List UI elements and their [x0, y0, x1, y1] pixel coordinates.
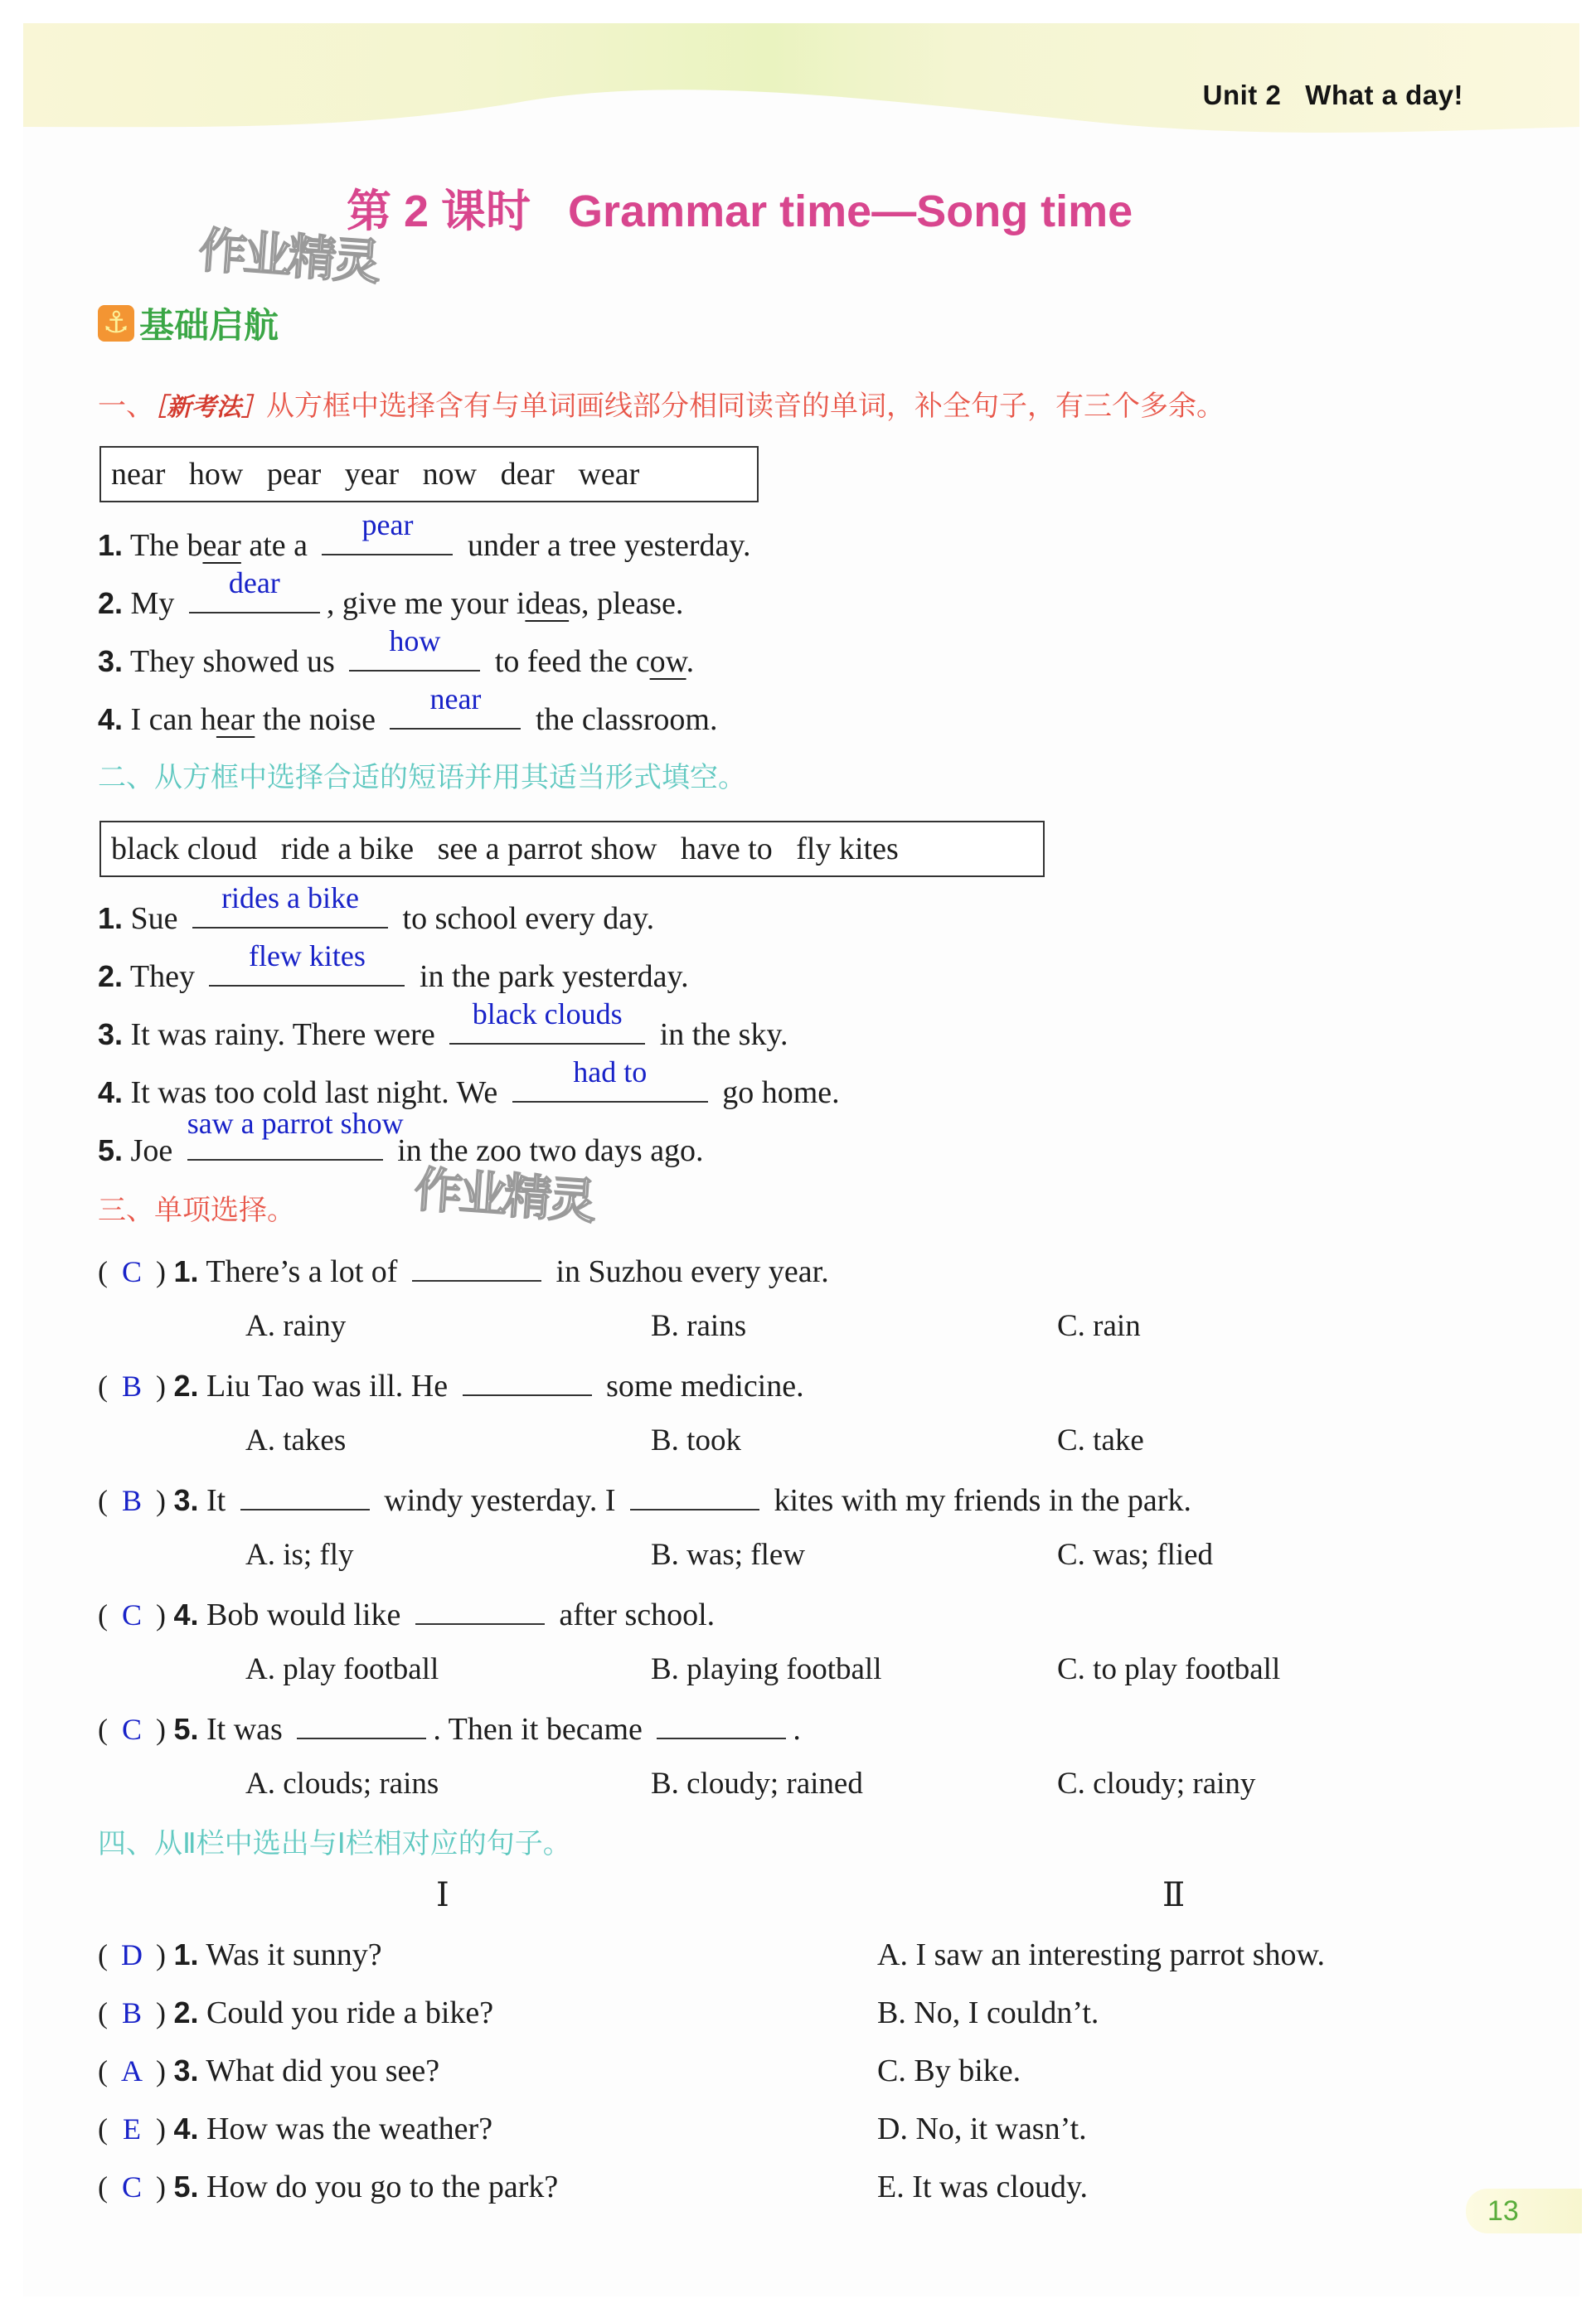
- match-left-5: ( C ) 5. How do you go to the park?: [98, 2170, 559, 2204]
- question-text: . Then it became: [433, 1712, 643, 1747]
- option-c[interactable]: C. was; flied: [1057, 1538, 1214, 1572]
- option-a[interactable]: A. clouds; rains: [245, 1767, 439, 1801]
- match-right-b: B. No, I couldn’t.: [877, 1995, 1099, 2030]
- match-left-4: ( E ) 4. How was the weather?: [98, 2112, 493, 2146]
- option-b[interactable]: B. was; flew: [651, 1538, 805, 1572]
- question-text: There’s a lot of: [206, 1254, 398, 1289]
- question-number: 3.: [98, 644, 124, 678]
- phrase-option: black cloud: [111, 832, 258, 866]
- option-c[interactable]: C. to play football: [1057, 1652, 1281, 1686]
- question-text: go home.: [722, 1075, 840, 1110]
- filled-answer: near: [429, 682, 482, 715]
- choice-answer[interactable]: C: [121, 1713, 142, 1746]
- match-answer[interactable]: A: [121, 2054, 143, 2088]
- section-title: 基础启航: [139, 305, 279, 346]
- answer-blank[interactable]: [297, 1708, 426, 1739]
- question-number: 2.: [173, 1369, 199, 1403]
- question-text: The: [129, 528, 187, 563]
- question-text: ate a: [240, 528, 308, 563]
- question-text: How do you go to the park?: [206, 2170, 559, 2204]
- question-text: It was rainy. There were: [130, 1017, 435, 1052]
- question-number: 1.: [98, 901, 124, 935]
- filled-answer: rides a bike: [221, 881, 359, 914]
- part3-instruction: 三、单项选择。: [98, 1194, 295, 1227]
- match-right-a: A. I saw an interesting parrot show.: [877, 1937, 1325, 1972]
- anchor-icon: ⚓: [98, 305, 134, 342]
- answer-blank[interactable]: [192, 881, 388, 929]
- word-option: wear: [578, 457, 640, 492]
- mc-question-1: ( C ) 1. There’s a lot of in Suzhou every year.: [98, 1250, 829, 1290]
- filled-answer: how: [389, 624, 441, 657]
- option-b[interactable]: B. playing football: [651, 1652, 882, 1686]
- question-text: the noise: [255, 702, 376, 737]
- question-text: Was it sunny?: [206, 1937, 382, 1972]
- word-option: year: [344, 457, 400, 492]
- answer-blank[interactable]: [630, 1479, 759, 1510]
- part2-question-5: [98, 1107, 704, 1169]
- question-number: 1.: [173, 1254, 199, 1288]
- part1-instruction-text: 从方框中选择含有与单词画线部分相同读音的单词，补全句子，有三个多余。: [266, 390, 1225, 423]
- question-text: the classroom.: [535, 702, 718, 737]
- answer-blank[interactable]: [412, 1250, 541, 1282]
- question-number: 1.: [98, 528, 124, 562]
- question-number: 5.: [173, 1712, 199, 1746]
- answer-blank[interactable]: [240, 1479, 370, 1510]
- phrase-option: have to: [680, 832, 773, 866]
- option-a[interactable]: A. takes: [245, 1423, 347, 1457]
- question-text: windy yesterday. I: [384, 1483, 616, 1518]
- option-b[interactable]: B. rains: [651, 1309, 747, 1343]
- phrase-box: [99, 821, 1045, 877]
- section-heading: [98, 298, 279, 348]
- answer-blank[interactable]: [415, 1593, 545, 1625]
- word-option: pear: [266, 457, 322, 492]
- answer-blank[interactable]: [187, 1107, 404, 1161]
- answer-blank[interactable]: [349, 624, 480, 672]
- question-text: kites with my friends in the park.: [774, 1483, 1191, 1518]
- question-number: 2.: [173, 1995, 199, 2029]
- part2-question-4: [98, 1055, 840, 1111]
- filled-answer: pear: [361, 508, 414, 541]
- word-box: [99, 446, 759, 502]
- answer-blank[interactable]: [390, 682, 521, 730]
- question-text: It was too cold last night. We: [130, 1075, 498, 1110]
- part2-question-2: [98, 939, 689, 995]
- column-1-heading: Ⅰ: [436, 1876, 449, 1913]
- phrase-option: ride a bike: [280, 832, 415, 866]
- part2-instruction: 二、从方框中选择合适的短语并用其适当形式填空。: [98, 761, 746, 794]
- match-answer[interactable]: C: [121, 2170, 142, 2204]
- part4-instruction: 四、从Ⅱ栏中选出与Ⅰ栏相对应的句子。: [98, 1827, 571, 1860]
- part1-question-2: [98, 566, 684, 622]
- match-right-e: E. It was cloudy.: [877, 2170, 1088, 2204]
- question-text: What did you see?: [206, 2054, 440, 2088]
- mc-question-5: ( C ) 5. It was . Then it became .: [98, 1708, 801, 1748]
- answer-blank[interactable]: [512, 1055, 708, 1103]
- phrase-option: fly kites: [796, 832, 899, 866]
- page-number: 13: [1466, 2189, 1582, 2233]
- question-number: 4.: [173, 1598, 199, 1632]
- mc-question-3: ( B ) 3. It windy yesterday. I kites with my friends in the park.: [98, 1479, 1191, 1519]
- question-text: Joe: [130, 1133, 173, 1168]
- match-answer[interactable]: D: [121, 1938, 143, 1971]
- question-number: 2.: [98, 959, 124, 993]
- part1-instruction: [98, 383, 1225, 424]
- word-option: now: [422, 457, 478, 492]
- question-number: 3.: [173, 2054, 199, 2088]
- match-right-c: C. By bike.: [877, 2054, 1021, 2088]
- question-text: i: [516, 586, 526, 621]
- match-answer[interactable]: E: [123, 2112, 141, 2146]
- option-c[interactable]: C. take: [1057, 1423, 1144, 1457]
- part2-question-1: [98, 881, 655, 937]
- choice-answer[interactable]: B: [121, 1484, 142, 1517]
- answer-blank[interactable]: [322, 508, 453, 555]
- option-b[interactable]: B. took: [651, 1423, 741, 1457]
- option-a[interactable]: A. is; fly: [245, 1538, 354, 1572]
- underlined-part: dea: [525, 586, 570, 621]
- lesson-title: 第 2 课时 Grammar time—Song time: [347, 187, 1133, 236]
- question-number: 5.: [173, 2170, 199, 2204]
- filled-answer: flew kites: [248, 939, 366, 972]
- question-text: c: [635, 644, 650, 679]
- answer-blank[interactable]: [209, 939, 405, 987]
- mc-question-2: ( B ) 2. Liu Tao was ill. He some medicine.: [98, 1365, 804, 1404]
- question-text: .: [686, 644, 695, 679]
- match-left-3: ( A ) 3. What did you see?: [98, 2054, 440, 2088]
- question-text: Bob would like: [206, 1598, 401, 1632]
- option-a[interactable]: A. rainy: [245, 1309, 347, 1343]
- choice-answer[interactable]: C: [121, 1598, 142, 1632]
- option-a[interactable]: A. play football: [245, 1652, 439, 1686]
- option-c[interactable]: C. rain: [1057, 1309, 1141, 1343]
- choice-answer[interactable]: B: [121, 1370, 142, 1403]
- underlined-part: ear: [216, 702, 255, 737]
- answer-blank[interactable]: [463, 1365, 592, 1396]
- part2-question-3: [98, 997, 788, 1053]
- question-text: They showed us: [129, 644, 335, 679]
- question-number: 4.: [98, 1075, 124, 1109]
- column-2-heading: Ⅱ: [1162, 1876, 1186, 1913]
- choice-answer[interactable]: C: [121, 1255, 142, 1288]
- question-text: b: [187, 528, 203, 563]
- underlined-part: ear: [202, 528, 241, 563]
- mc-question-4: ( C ) 4. Bob would like after school.: [98, 1593, 715, 1633]
- question-text: to school every day.: [402, 901, 655, 936]
- question-text: Liu Tao was ill. He: [206, 1369, 449, 1404]
- question-text: , give me your: [326, 586, 517, 621]
- option-b[interactable]: B. cloudy; rained: [651, 1767, 863, 1801]
- underlined-part: ow: [649, 644, 686, 679]
- question-text: , please.: [580, 586, 684, 621]
- question-text: .: [793, 1712, 801, 1747]
- word-option: near: [111, 457, 166, 492]
- question-number: 4.: [98, 702, 124, 736]
- match-left-1: ( D ) 1. Was it sunny?: [98, 1937, 382, 1972]
- part1-question-4: [98, 682, 718, 738]
- filled-answer: dear: [228, 566, 280, 599]
- question-text: some medicine.: [606, 1369, 804, 1404]
- question-number: 2.: [98, 586, 124, 620]
- match-left-2: ( B ) 2. Could you ride a bike?: [98, 1995, 494, 2030]
- filled-answer: black clouds: [472, 997, 623, 1030]
- question-text: h: [200, 702, 216, 737]
- unit-title: Unit 2 What a day!: [1202, 80, 1463, 110]
- option-c[interactable]: C. cloudy; rainy: [1057, 1767, 1256, 1801]
- question-text: to feed the: [494, 644, 636, 679]
- question-text: in the zoo two days ago.: [397, 1133, 704, 1168]
- word-option: dear: [500, 457, 555, 492]
- question-number: 3.: [173, 1483, 199, 1517]
- part1-question-3: [98, 624, 695, 680]
- match-answer[interactable]: B: [121, 1996, 142, 2029]
- question-text: in the park yesterday.: [419, 959, 689, 994]
- answer-blank[interactable]: [189, 566, 320, 613]
- question-number: 4.: [173, 2112, 199, 2146]
- question-text: It was: [206, 1712, 283, 1747]
- question-text: in the sky.: [659, 1017, 788, 1052]
- word-option: how: [188, 457, 244, 492]
- question-text: They: [129, 959, 195, 994]
- question-text: in Suzhou every year.: [555, 1254, 829, 1289]
- answer-blank[interactable]: [657, 1708, 786, 1739]
- part1-prefix: 一、: [98, 390, 154, 423]
- question-text: I can: [130, 702, 201, 737]
- question-number: 1.: [173, 1937, 199, 1971]
- question-number: 3.: [98, 1017, 124, 1051]
- question-text: It: [206, 1483, 226, 1518]
- question-text: My: [130, 586, 175, 621]
- question-text: Sue: [130, 901, 178, 936]
- question-text: under a tree yesterday.: [467, 528, 751, 563]
- filled-answer: had to: [573, 1055, 648, 1089]
- match-right-d: D. No, it wasn’t.: [877, 2112, 1087, 2146]
- question-text: s: [569, 586, 581, 621]
- filled-answer: saw a parrot show: [187, 1107, 404, 1140]
- question-text: How was the weather?: [206, 2112, 493, 2146]
- question-number: 5.: [98, 1133, 124, 1167]
- new-method-tag: ［新考法］: [154, 393, 266, 422]
- question-text: after school.: [559, 1598, 716, 1632]
- answer-blank[interactable]: [449, 997, 645, 1045]
- part1-question-1: [98, 508, 751, 564]
- question-text: Could you ride a bike?: [206, 1995, 494, 2030]
- phrase-option: see a parrot show: [437, 832, 657, 866]
